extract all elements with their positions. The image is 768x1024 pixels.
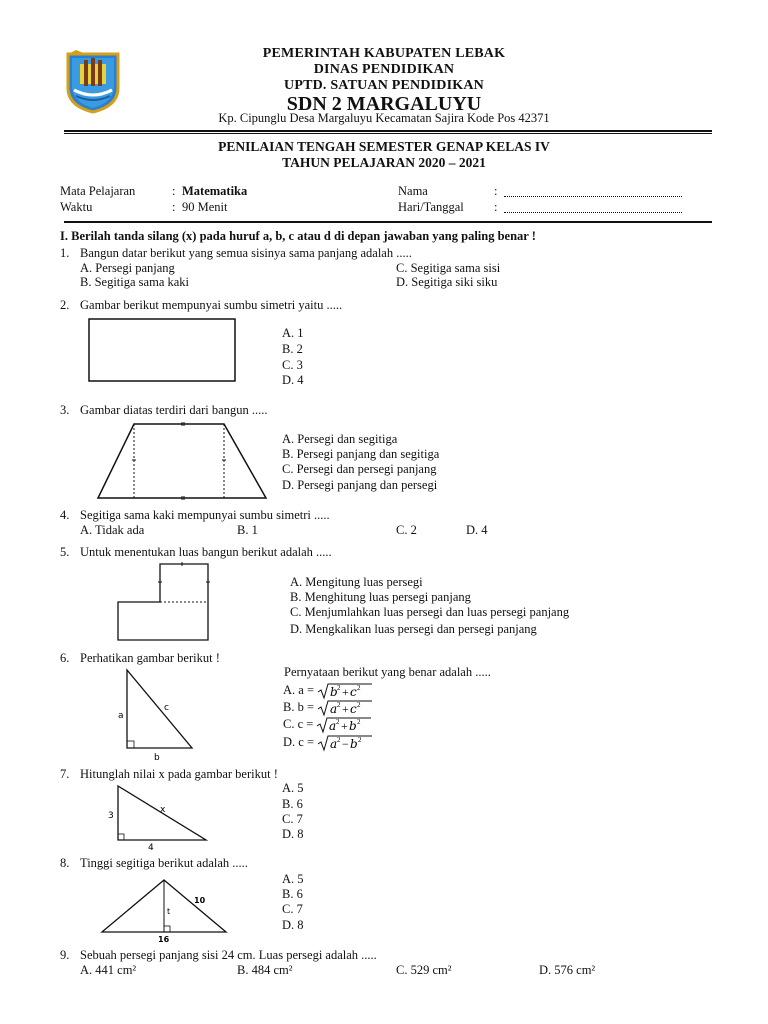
q7-option-d[interactable]: D. 8 [282, 827, 304, 841]
date-label: Hari/Tanggal [398, 200, 464, 214]
q4-option-d[interactable]: D. 4 [466, 523, 488, 537]
school-address: Kp. Cipunglu Desa Margaluyu Kecamatan Sajira Kode Pos 42371 [218, 111, 550, 125]
q2-text: Gambar berikut mempunyai sumbu simetri yaitu ..... [80, 298, 343, 312]
q6-option-b-label: B. b = [283, 699, 315, 714]
svg-text:+: + [341, 719, 349, 733]
q6-option-a[interactable] [283, 682, 373, 700]
svg-text:c: c [350, 702, 357, 716]
q3-number: 3. [60, 403, 70, 417]
q8-number: 8. [60, 856, 70, 870]
q7-label-4: 4 [148, 843, 154, 853]
exam-title: PENILAIAN TENGAH SEMESTER GENAP KELAS IV [218, 139, 550, 154]
q6-option-d-label: D. c = [283, 734, 314, 749]
q9-option-d[interactable]: D. 576 cm² [539, 963, 596, 977]
time-colon: : [172, 200, 176, 214]
q9-option-b[interactable]: B. 484 cm² [237, 963, 293, 977]
svg-text:a: a [330, 702, 338, 716]
svg-text:a: a [329, 719, 337, 733]
time-label: Waktu [60, 200, 93, 214]
svg-text:2: 2 [337, 701, 341, 709]
q1-option-a[interactable]: A. Persegi panjang [80, 261, 175, 275]
q7-option-c[interactable]: C. 7 [282, 812, 303, 826]
subject-label: Mata Pelajaran [60, 184, 136, 198]
svg-text:+: + [342, 685, 349, 699]
q6-label-a: a [118, 711, 124, 721]
svg-text:2: 2 [337, 736, 341, 744]
date-colon: : [494, 200, 498, 214]
subject-colon: : [172, 184, 176, 198]
q1-text: Bangun datar berikut yang semua sisinya sama panjang adalah ..... [80, 246, 412, 260]
q7-label-x: x [160, 805, 166, 815]
q6-option-a-formula [317, 682, 373, 700]
q2-option-c[interactable]: C. 3 [282, 358, 303, 372]
q4-option-a[interactable]: A. Tidak ada [80, 523, 145, 537]
q8-label-10: 10 [194, 896, 206, 905]
svg-text:b: b [350, 737, 358, 751]
q9-option-a[interactable]: A. 441 cm² [80, 963, 137, 977]
header-divider-thin [64, 133, 712, 134]
q6-right-triangle-figure [114, 668, 198, 762]
q9-option-c[interactable]: C. 529 cm² [396, 963, 452, 977]
q2-number: 2. [60, 298, 70, 312]
svg-text:−: − [342, 737, 349, 751]
q4-number: 4. [60, 508, 70, 522]
q6-text: Perhatikan gambar berikut ! [80, 651, 220, 665]
q1-number: 1. [60, 246, 70, 260]
q3-option-b[interactable]: B. Persegi panjang dan segitiga [282, 447, 440, 461]
svg-text:2: 2 [357, 684, 361, 692]
svg-text:+: + [342, 702, 349, 716]
svg-text:2: 2 [337, 684, 341, 692]
q6-option-d-formula [317, 734, 373, 752]
name-label: Nama [398, 184, 428, 198]
q8-option-a[interactable]: A. 5 [282, 872, 304, 886]
q1-option-c[interactable]: C. Segitiga sama sisi [396, 261, 501, 275]
svg-text:b: b [330, 685, 338, 699]
instruction: I. Berilah tanda silang (x) pada huruf a, b, c atau d di depan jawaban yang paling benar ! [60, 229, 536, 243]
q2-option-b[interactable]: B. 2 [282, 342, 303, 356]
q6-number: 6. [60, 651, 70, 665]
name-colon: : [494, 184, 498, 198]
exam-year: TAHUN PELAJARAN 2020 – 2021 [282, 155, 486, 170]
svg-text:a: a [330, 737, 338, 751]
svg-text:2: 2 [357, 718, 361, 726]
school-name: SDN 2 MARGALUYU [286, 93, 482, 115]
q8-option-d[interactable]: D. 8 [282, 918, 304, 932]
q3-option-a[interactable]: A. Persegi dan segitiga [282, 432, 398, 446]
header-divider [64, 130, 712, 132]
q3-option-d[interactable]: D. Persegi panjang dan persegi [282, 478, 438, 492]
svg-text:c: c [350, 685, 357, 699]
time-value: 90 Menit [182, 200, 228, 214]
q7-option-a[interactable]: A. 5 [282, 781, 304, 795]
subject-value: Matematika [182, 184, 248, 198]
q2-option-d[interactable]: D. 4 [282, 373, 304, 387]
q3-option-c[interactable]: C. Persegi dan persegi panjang [282, 462, 437, 476]
q6-option-b[interactable] [283, 699, 373, 717]
q6-option-d[interactable] [283, 734, 373, 752]
q8-label-t: t [167, 907, 171, 916]
q4-option-b[interactable]: B. 1 [237, 523, 258, 537]
svg-text:2: 2 [336, 718, 340, 726]
q6-option-a-label: A. a = [283, 682, 314, 697]
q4-text: Segitiga sama kaki mempunyai sumbu simetri ..... [80, 508, 330, 522]
svg-text:b: b [349, 719, 358, 733]
q5-number: 5. [60, 545, 70, 559]
q8-text: Tinggi segitiga berikut adalah ..... [80, 856, 248, 870]
q3-trapezoid-figure [96, 422, 268, 500]
government-line: PEMERINTAH KABUPATEN LEBAK [262, 46, 506, 61]
q6-label-c: c [164, 703, 169, 713]
q6-option-b-formula [317, 699, 373, 717]
info-divider [64, 221, 712, 223]
q9-number: 9. [60, 948, 70, 962]
q6-label-b: b [154, 753, 160, 763]
q8-isosceles-triangle-figure [100, 878, 230, 944]
q2-option-a[interactable]: A. 1 [282, 326, 304, 340]
q6-option-c[interactable] [283, 716, 372, 734]
unit-line: UPTD. SATUAN PENDIDIKAN [284, 78, 484, 93]
q7-label-3: 3 [108, 811, 114, 821]
q5-composite-figure [116, 562, 210, 642]
q6-option-c-formula [316, 716, 372, 734]
q2-rectangle-figure [88, 318, 238, 384]
svg-text:2: 2 [358, 736, 362, 744]
svg-text:2: 2 [357, 701, 361, 709]
q7-number: 7. [60, 767, 70, 781]
q5-text: Untuk menentukan luas bangun berikut adalah ..... [80, 545, 332, 559]
q8-label-16: 16 [158, 935, 170, 944]
q5-option-a[interactable]: A. Mengitung luas persegi [290, 575, 423, 589]
department-line: DINAS PENDIDIKAN [313, 62, 455, 77]
q5-option-d[interactable]: D. Mengkalikan luas persegi dan persegi panjang [290, 622, 537, 636]
date-field[interactable] [504, 200, 682, 217]
q4-option-c[interactable]: C. 2 [396, 523, 417, 537]
name-field[interactable] [504, 184, 682, 201]
q8-option-b[interactable]: B. 6 [282, 887, 303, 901]
q9-text: Sebuah persegi panjang sisi 24 cm. Luas persegi adalah ..... [80, 948, 377, 962]
q8-option-c[interactable]: C. 7 [282, 902, 303, 916]
q5-option-b[interactable]: B. Menghitung luas persegi panjang [290, 590, 471, 604]
q1-option-d[interactable]: D. Segitiga siki siku [396, 275, 498, 289]
q3-text: Gambar diatas terdiri dari bangun ..... [80, 403, 268, 417]
q6-option-c-label: C. c = [283, 716, 314, 731]
q5-option-c[interactable]: C. Menjumlahkan luas persegi dan luas persegi panjang [290, 605, 570, 619]
q7-option-b[interactable]: B. 6 [282, 797, 303, 811]
q6-statement: Pernyataan berikut yang benar adalah ..... [284, 665, 491, 679]
q7-text: Hitunglah nilai x pada gambar berikut ! [80, 767, 278, 781]
q7-right-triangle-figure [104, 784, 208, 853]
q1-option-b[interactable]: B. Segitiga sama kaki [80, 275, 190, 289]
